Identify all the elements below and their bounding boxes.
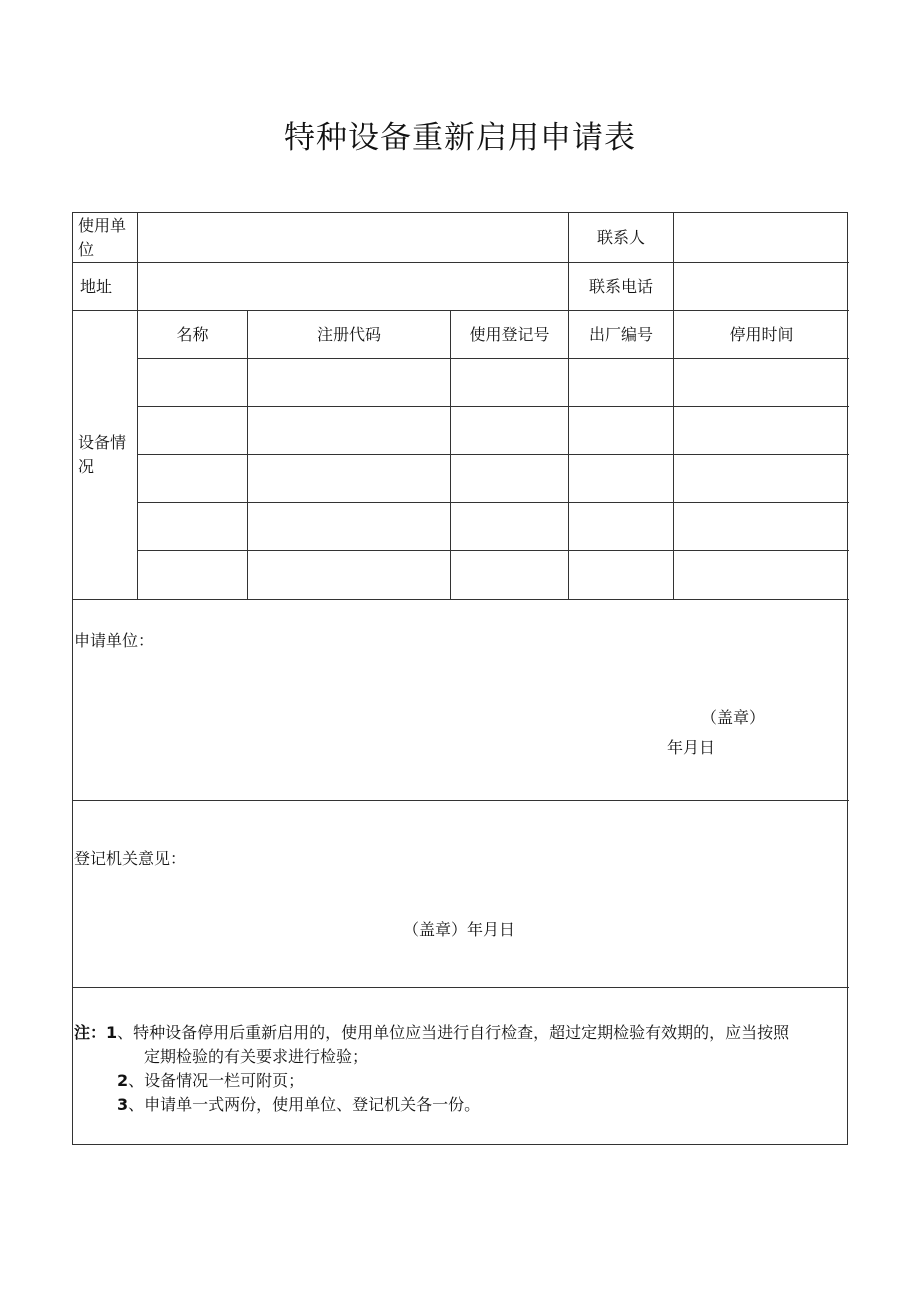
note-number: 1	[106, 1023, 118, 1042]
address-field[interactable]	[138, 263, 568, 310]
header-factory-number: 出厂编号	[588, 324, 653, 344]
note-text: 、设备情况一栏可附页；	[128, 1071, 305, 1090]
authority-opinion-label: 登记机关意见：	[74, 849, 187, 868]
equipment-cell[interactable]	[569, 551, 673, 599]
note-text: 、申请单一式两份，使用单位、登记机关各一份。	[128, 1095, 481, 1114]
equipment-cell[interactable]	[138, 359, 247, 406]
row-divider	[73, 987, 849, 988]
equipment-cell[interactable]	[138, 503, 247, 550]
equipment-cell[interactable]	[674, 455, 849, 502]
equipment-cell[interactable]	[248, 359, 450, 406]
equipment-cell[interactable]	[451, 503, 568, 550]
user-unit-label-cell	[73, 213, 137, 262]
equipment-cell[interactable]	[451, 455, 568, 502]
equipment-cell[interactable]	[248, 407, 450, 454]
row-divider	[73, 800, 849, 801]
applicant-seal: （盖章）	[701, 708, 766, 727]
header-deactivation-time: 停用时间	[729, 324, 794, 344]
authority-seal-date: （盖章）年月日	[403, 920, 516, 939]
equipment-cell[interactable]	[569, 407, 673, 454]
equipment-cell[interactable]	[451, 551, 568, 599]
user-unit-label: 使用单位	[78, 215, 127, 259]
header-registration-code: 注册代码	[316, 324, 381, 344]
equipment-cell[interactable]	[674, 503, 849, 550]
equipment-cell[interactable]	[451, 407, 568, 454]
equipment-cell[interactable]	[674, 407, 849, 454]
equipment-status-label: 设备情况	[78, 433, 127, 476]
note-line-1-continued: 定期检验的有关要求进行检验；	[144, 1047, 369, 1066]
user-unit-field[interactable]	[138, 213, 568, 262]
note-number: 2	[117, 1071, 129, 1090]
equipment-cell[interactable]	[248, 551, 450, 599]
contact-phone-field[interactable]	[674, 263, 849, 310]
equipment-cell[interactable]	[138, 407, 247, 454]
applicant-label: 申请单位：	[74, 631, 155, 650]
equipment-cell[interactable]	[138, 551, 247, 599]
equipment-cell[interactable]	[674, 359, 849, 406]
note-line-2	[117, 1069, 304, 1093]
note-line-1	[74, 1021, 789, 1045]
equipment-cell[interactable]	[569, 503, 673, 550]
equipment-cell[interactable]	[451, 359, 568, 406]
equipment-cell[interactable]	[569, 359, 673, 406]
contact-person-label: 联系人	[596, 227, 645, 247]
note-text: 、特种设备停用后重新启用的，使用单位应当进行自行检查，超过定期检验有效期的，应当按照	[117, 1023, 790, 1042]
application-form	[72, 212, 848, 1145]
note-prefix: 注：	[74, 1023, 107, 1042]
equipment-cell[interactable]	[138, 455, 247, 502]
note-line-3	[117, 1093, 480, 1117]
equipment-cell[interactable]	[248, 455, 450, 502]
address-label: 地址	[80, 276, 113, 296]
header-usage-registration-number: 使用登记号	[469, 324, 550, 344]
header-name: 名称	[176, 324, 209, 344]
row-divider	[73, 599, 849, 600]
equipment-status-label-cell	[73, 311, 137, 599]
contact-person-field[interactable]	[674, 213, 849, 262]
equipment-cell[interactable]	[569, 455, 673, 502]
equipment-cell[interactable]	[674, 551, 849, 599]
equipment-cell[interactable]	[248, 503, 450, 550]
form-title: 特种设备重新启用申请表	[284, 120, 636, 156]
applicant-date: 年月日	[667, 738, 716, 757]
contact-phone-label: 联系电话	[588, 276, 653, 296]
note-number: 3	[117, 1095, 129, 1114]
